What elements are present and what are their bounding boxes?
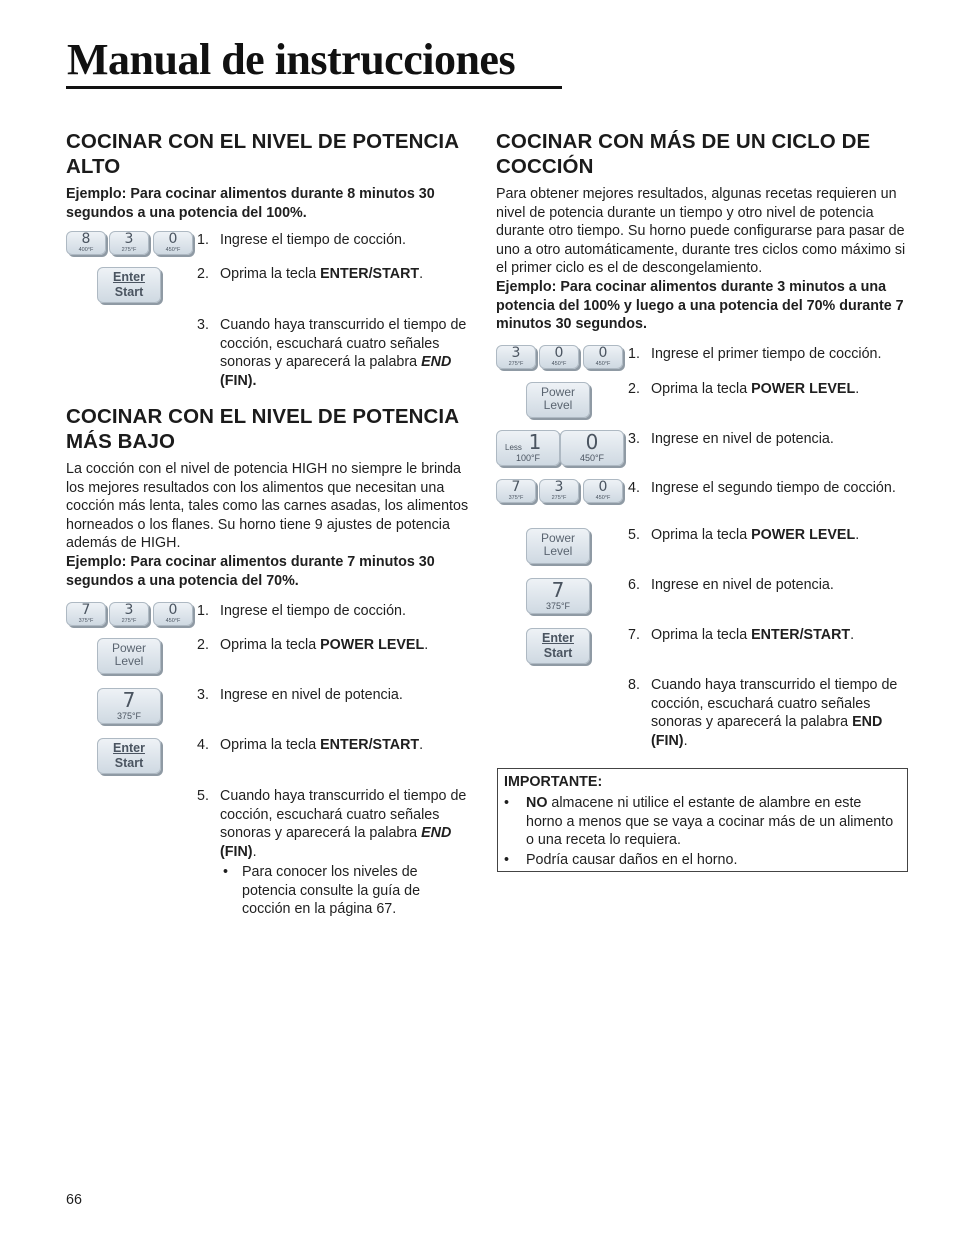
bullet-dot: •: [504, 852, 510, 868]
step-number: 1.: [197, 232, 209, 248]
page-number: 66: [66, 1192, 82, 1208]
step-number: 3.: [197, 317, 209, 333]
step-number: 2.: [197, 266, 209, 282]
key-0[interactable]: 0 450°F: [153, 231, 193, 255]
step-text: Cuando haya transcurrido el tiempo de cocción, escuchará cuatro señales sonoras y aparecerá la palabra END (FIN).: [220, 788, 467, 860]
important-bullet-1: NO almacene ni utilice el estante de alambre en este horno a menos que se vaya a cocinar más de un alimento o una receta lo requiera.: [526, 795, 894, 849]
power-level-key[interactable]: Power Level: [97, 638, 161, 674]
section-heading-multi-cycle: COCINAR CON MÁS DE UN CICLO DE COCCIÓN: [496, 130, 871, 178]
step-text: Ingrese en nivel de potencia.: [651, 577, 834, 593]
step-text: Ingrese el tiempo de cocción.: [220, 232, 406, 248]
key-8[interactable]: 8 400°F: [66, 231, 106, 255]
step-number: 5.: [197, 788, 209, 804]
step-text: Ingrese en nivel de potencia.: [651, 431, 834, 447]
step-number: 3.: [628, 431, 640, 447]
enter-start-key[interactable]: Enter Start: [526, 628, 590, 664]
key-0[interactable]: 0 450°F: [583, 345, 623, 369]
key-7-large[interactable]: 7 375°F: [526, 578, 590, 614]
step-text: Oprima la tecla POWER LEVEL.: [651, 381, 860, 397]
step-number: 5.: [628, 527, 640, 543]
key-3[interactable]: 3 275°F: [539, 479, 579, 503]
example-lower-power: Ejemplo: Para cocinar alimentos durante 7 minutos 30 segundos a una potencia del 70%.: [66, 553, 435, 589]
step-text: Cuando haya transcurrido el tiempo de cocción, escuchará cuatro señales sonoras y aparecerá la palabra END (FIN).: [651, 677, 898, 749]
step-number: 1.: [197, 603, 209, 619]
step-number: 2.: [197, 637, 209, 653]
bullet-dot: •: [223, 864, 229, 880]
enter-start-key[interactable]: Enter Start: [97, 267, 161, 303]
step-number: 7.: [628, 627, 640, 643]
step-text: Oprima la tecla ENTER/START.: [220, 737, 424, 753]
page-title: Manual de instrucciones: [67, 35, 516, 84]
section-high-power: [66, 129, 476, 222]
key-0-large[interactable]: 0 450°F: [560, 430, 624, 466]
step-number: 8.: [628, 677, 640, 693]
section-multi-cycle: [496, 129, 910, 334]
step-text: Oprima la tecla ENTER/START.: [651, 627, 855, 643]
step-text: Ingrese en nivel de potencia.: [220, 687, 403, 703]
step-text: Oprima la tecla ENTER/START.: [220, 266, 424, 282]
body-multi-cycle: Para obtener mejores resultados, algunas recetas requieren un nivel de potencia durante un tiempo y otro nivel de potencia durante otro tiempo. Su horno puede configurarse para pasar de uno a otro automáticamente, durante tres ciclos como máximo si el primer ciclo es el de descongelamiento.: [496, 186, 906, 277]
step-text: Ingrese el segundo tiempo de cocción.: [651, 480, 896, 496]
key-3[interactable]: 3 275°F: [496, 345, 536, 369]
body-lower-power: La cocción con el nivel de potencia HIGH no siempre le brinda los mejores resultados con los alimentos que necesitan una cocción más lenta, tales como las carnes asadas, los alimentos horneados o los flanes. Su horno tiene 9 ajustes de potencia además de HIGH.: [66, 461, 469, 552]
enter-start-key[interactable]: Enter Start: [97, 738, 161, 774]
section-lower-power: [66, 404, 476, 590]
key-0[interactable]: 0 450°F: [539, 345, 579, 369]
subbullet-text: Para conocer los niveles de potencia consulte la guía de cocción en la página 67.: [242, 864, 421, 918]
key-7[interactable]: 7 375°F: [496, 479, 536, 503]
power-level-key[interactable]: Power Level: [526, 528, 590, 564]
step-number: 1.: [628, 346, 640, 362]
step-text: Ingrese el tiempo de cocción.: [220, 603, 406, 619]
step-number: 3.: [197, 687, 209, 703]
key-0[interactable]: 0 450°F: [153, 602, 193, 626]
key-3[interactable]: 3 275°F: [109, 602, 149, 626]
bullet-dot: •: [504, 795, 510, 811]
key-3[interactable]: 3 275°F: [109, 231, 149, 255]
step-text: Oprima la tecla POWER LEVEL.: [220, 637, 429, 653]
title-rule: [66, 86, 562, 89]
key-0[interactable]: 0 450°F: [583, 479, 623, 503]
step-number: 6.: [628, 577, 640, 593]
step-text: Oprima la tecla POWER LEVEL.: [651, 527, 860, 543]
section-heading-lower-power: COCINAR CON EL NIVEL DE POTENCIA MÁS BAJO: [66, 405, 459, 453]
important-heading: IMPORTANTE:: [504, 774, 603, 790]
step-number: 4.: [197, 737, 209, 753]
important-box: [497, 768, 908, 872]
step-number: 4.: [628, 480, 640, 496]
example-multi-cycle: Ejemplo: Para cocinar alimentos durante 3 minutos a una potencia del 100% y luego a una potencia del 70% durante 7 minutos 30 segundos.: [496, 278, 904, 333]
step-text: Ingrese el primer tiempo de cocción.: [651, 346, 882, 362]
step-number: 2.: [628, 381, 640, 397]
important-bullet-2: Podría causar daños en el horno.: [526, 852, 738, 868]
example-high-power: Ejemplo: Para cocinar alimentos durante 8 minutos 30 segundos a una potencia del 100%.: [66, 186, 435, 221]
key-1-large[interactable]: Less 1 100°F: [496, 430, 560, 466]
key-7-large[interactable]: 7 375°F: [97, 688, 161, 724]
key-7[interactable]: 7 375°F: [66, 602, 106, 626]
step-text: Cuando haya transcurrido el tiempo de cocción, escuchará cuatro señales sonoras y aparecerá la palabra END (FIN).: [220, 317, 467, 389]
power-level-key[interactable]: Power Level: [526, 382, 590, 418]
section-heading-high-power: COCINAR CON EL NIVEL DE POTENCIA ALTO: [66, 130, 459, 178]
